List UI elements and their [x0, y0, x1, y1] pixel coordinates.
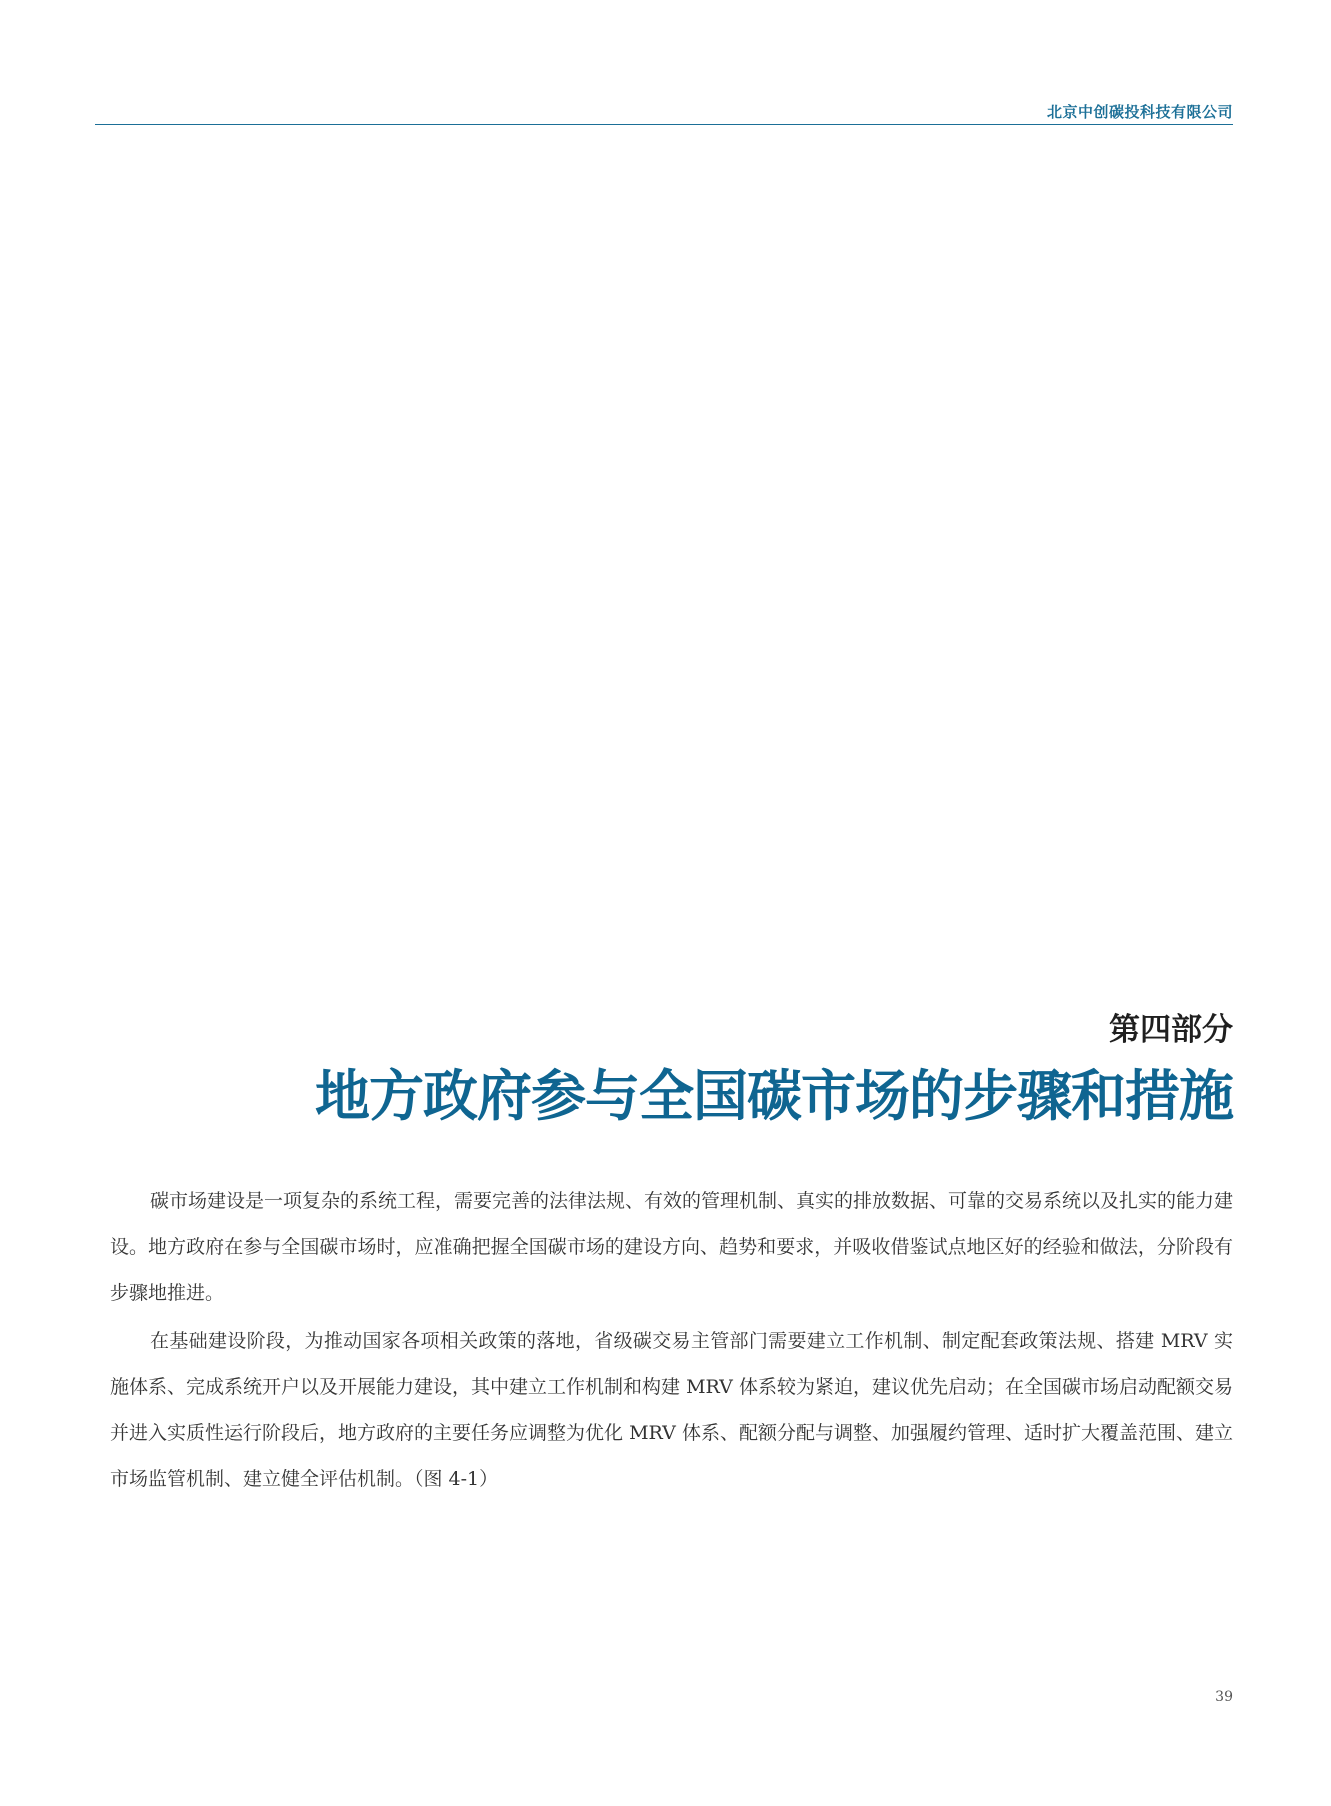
- page-number: 39: [1215, 1689, 1233, 1705]
- page-title: 地方政府参与全国碳市场的步骤和措施: [314, 1064, 1233, 1128]
- header-divider: [95, 124, 1233, 125]
- paragraph: 在基础建设阶段，为推动国家各项相关政策的落地，省级碳交易主管部门需要建立工作机制、制定配套政策法规、搭建 MRV 实施体系、完成系统开户以及开展能力建设，其中建立工作机制和构建 MRV 体系较为紧迫，建议优先启动；在全国碳市场启动配额交易并进入实质性运行阶段后，地方政府的主要任务应调整为优化 MRV 体系、配额分配与调整、加强履约管理、适时扩大覆盖范围、建立市场监管机制、建立健全评估机制。（图 4-1）: [110, 1330, 1233, 1490]
- paragraph: 碳市场建设是一项复杂的系统工程，需要完善的法律法规、有效的管理机制、真实的排放数据、可靠的交易系统以及扎实的能力建设。地方政府在参与全国碳市场时，应准确把握全国碳市场的建设方向、趋势和要求，并吸收借鉴试点地区好的经验和做法，分阶段有步骤地推进。: [110, 1190, 1234, 1304]
- body-text: [110, 1178, 1233, 1504]
- part-label: 第四部分: [1109, 1012, 1233, 1048]
- header-company-name: 北京中创碳投科技有限公司: [1046, 103, 1233, 121]
